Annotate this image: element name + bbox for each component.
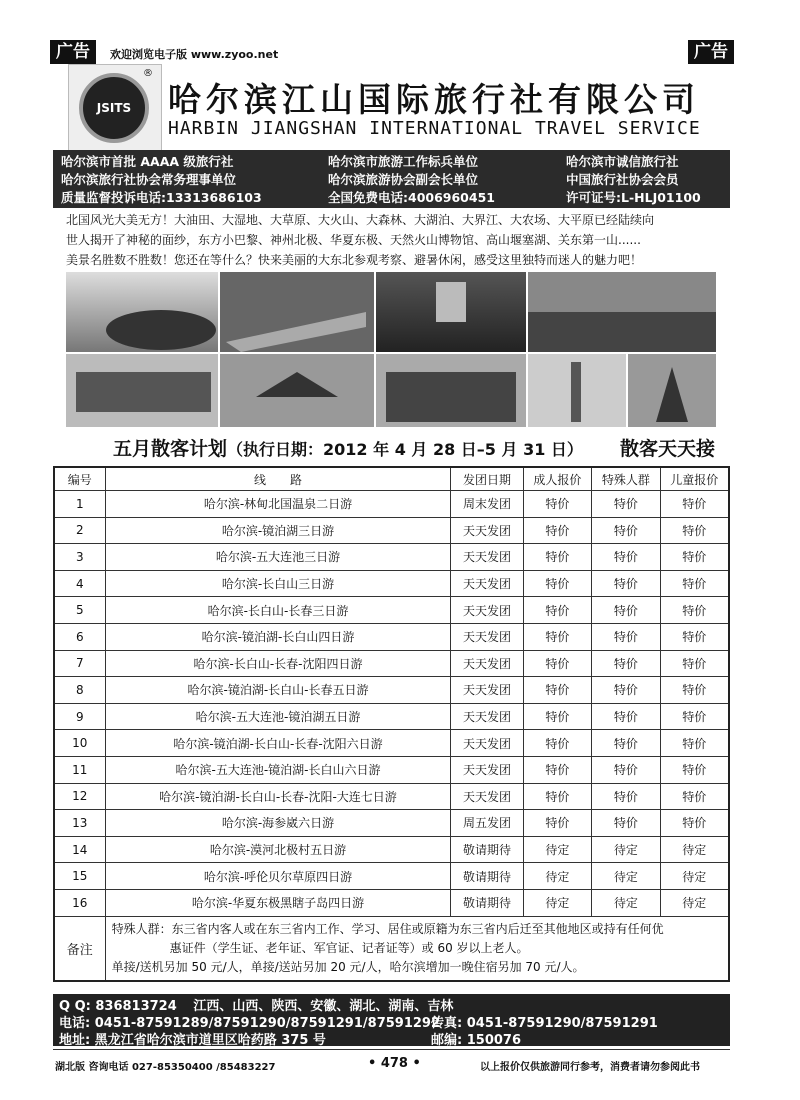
cell-number: 6 — [54, 623, 105, 650]
company-name-en: HARBIN JIANGSHAN INTERNATIONAL TRAVEL SERVICE — [168, 118, 701, 139]
col-header-special-group: 特殊人群 — [592, 467, 660, 491]
plan-title: 五月散客计划 — [113, 438, 228, 460]
cell-adult-price: 特价 — [523, 570, 591, 597]
credential-item: 许可证号:L-HLJ01100 — [566, 190, 701, 205]
cell-adult-price: 待定 — [523, 889, 591, 916]
photo-building-facade — [76, 372, 211, 412]
cell-child-price: 特价 — [660, 756, 729, 783]
cell-route: 哈尔滨-华夏东极黑瞎子岛四日游 — [105, 889, 451, 916]
photo-waterfall-stream — [436, 282, 466, 322]
cell-adult-price: 特价 — [523, 517, 591, 544]
credential-item: 哈尔滨旅游协会副会长单位 — [328, 172, 479, 187]
cell-special-group: 特价 — [592, 623, 660, 650]
cell-special-group: 待定 — [592, 836, 660, 863]
cell-child-price: 特价 — [660, 570, 729, 597]
phone-value: 0451-87591289/87591290/87591291/87591292 — [94, 1016, 441, 1031]
cell-number: 2 — [54, 517, 105, 544]
cell-route: 哈尔滨-漠河北极村五日游 — [105, 836, 451, 863]
photo-palace-facade — [386, 372, 516, 422]
cell-child-price: 特价 — [660, 810, 729, 837]
cell-departure: 天天发团 — [451, 650, 523, 677]
cell-route: 哈尔滨-长白山三日游 — [105, 570, 451, 597]
cell-number: 7 — [54, 650, 105, 677]
logo-text: JSITS — [96, 101, 132, 115]
cell-number: 10 — [54, 730, 105, 757]
cell-route: 哈尔滨-五大连池-镜泊湖五日游 — [105, 703, 451, 730]
cell-adult-price: 特价 — [523, 756, 591, 783]
cell-adult-price: 特价 — [523, 623, 591, 650]
page-number: • 478 • — [368, 1056, 421, 1071]
cell-departure: 敬请期待 — [451, 889, 523, 916]
note-line: 单接/送机另加 50 元/人，单接/送站另加 20 元/人，哈尔滨增加一晚住宿另加 70 元/人。 — [111, 959, 585, 974]
cell-adult-price: 特价 — [523, 783, 591, 810]
plan-daily: 散客天天接 — [620, 438, 716, 460]
cell-departure: 天天发团 — [451, 570, 523, 597]
zip-value: 150076 — [466, 1033, 522, 1048]
zip-label: 邮编: — [431, 1033, 463, 1048]
cell-route: 哈尔滨-呼伦贝尔草原四日游 — [105, 863, 451, 890]
cell-special-group: 待定 — [592, 863, 660, 890]
plan-dates: （执行日期：2012 年 4 月 28 日–5 月 31 日） — [227, 440, 583, 459]
cell-child-price: 特价 — [660, 783, 729, 810]
cell-child-price: 待定 — [660, 836, 729, 863]
cell-departure: 天天发团 — [451, 756, 523, 783]
notes-label: 备注 — [54, 916, 105, 981]
photo-collage — [66, 272, 716, 427]
note-line: 惠证件（学生证、老年证、军官证、记者证等）或 60 岁以上老人。 — [169, 940, 529, 955]
credentials-band — [53, 150, 730, 208]
cell-route: 哈尔滨-林甸北国温泉二日游 — [105, 491, 451, 518]
col-header-child-price: 儿童报价 — [660, 467, 729, 491]
table-row — [54, 650, 729, 677]
col-header-route: 线 路 — [105, 467, 451, 491]
cell-number: 3 — [54, 544, 105, 571]
cell-number: 12 — [54, 783, 105, 810]
cell-departure: 敬请期待 — [451, 863, 523, 890]
cell-number: 13 — [54, 810, 105, 837]
cell-route: 哈尔滨-镜泊湖-长白山-长春-沈阳-大连七日游 — [105, 783, 451, 810]
photo-statue-figure — [571, 362, 581, 422]
col-header-departure: 发团日期 — [451, 467, 523, 491]
intro-line: 世人揭开了神秘的面纱，东方小巴黎、神州北极、华夏东极、天然火山博物馆、高山堰塞湖、关东第一山...... — [66, 233, 641, 247]
cell-special-group: 特价 — [592, 517, 660, 544]
cell-number: 9 — [54, 703, 105, 730]
cell-adult-price: 特价 — [523, 703, 591, 730]
cell-route: 哈尔滨-五大连池三日游 — [105, 544, 451, 571]
col-header-number: 编号 — [54, 467, 105, 491]
table-row — [54, 889, 729, 916]
address-line — [59, 1029, 326, 1048]
table-row — [54, 836, 729, 863]
qq-label: Q Q: — [59, 999, 91, 1014]
intro-paragraph — [66, 210, 726, 270]
notes-content — [105, 916, 729, 981]
cell-special-group: 特价 — [592, 491, 660, 518]
cell-number: 8 — [54, 677, 105, 704]
table-row — [54, 810, 729, 837]
cell-number: 15 — [54, 863, 105, 890]
cell-special-group: 特价 — [592, 544, 660, 571]
cell-number: 1 — [54, 491, 105, 518]
cell-special-group: 特价 — [592, 650, 660, 677]
credential-item: 哈尔滨市旅游工作标兵单位 — [328, 154, 479, 169]
cell-adult-price: 特价 — [523, 810, 591, 837]
cell-special-group: 特价 — [592, 703, 660, 730]
credential-item: 哈尔滨旅行社协会常务理事单位 — [61, 172, 237, 187]
cell-adult-price: 特价 — [523, 677, 591, 704]
cell-departure: 天天发团 — [451, 597, 523, 624]
address-label: 地址: — [59, 1033, 91, 1048]
photo-collage-graphic — [66, 272, 716, 427]
cell-departure: 天天发团 — [451, 544, 523, 571]
cell-child-price: 特价 — [660, 730, 729, 757]
provinces: 江西、山西、陕西、安徽、湖北、湖南、吉林 — [193, 999, 454, 1014]
address-value: 黑龙江省哈尔滨市道里区哈药路 375 号 — [94, 1033, 326, 1048]
table-row — [54, 730, 729, 757]
cell-departure: 天天发团 — [451, 677, 523, 704]
contact-band — [53, 994, 730, 1046]
cell-departure: 周末发团 — [451, 491, 523, 518]
cell-special-group: 待定 — [592, 889, 660, 916]
plan-title-line — [113, 434, 583, 461]
ad-tag-right: 广告 — [688, 40, 734, 64]
cell-route: 哈尔滨-镜泊湖-长白山-长春-沈阳六日游 — [105, 730, 451, 757]
table-row — [54, 756, 729, 783]
cell-departure: 天天发团 — [451, 730, 523, 757]
cell-departure: 天天发团 — [451, 517, 523, 544]
footer-rule — [53, 1049, 730, 1050]
cell-adult-price: 特价 — [523, 730, 591, 757]
cell-adult-price: 特价 — [523, 650, 591, 677]
credential-item: 质量监督投诉电话:13313686103 — [61, 190, 262, 205]
footer-left: 湖北版 咨询电话 027-85350400 /85483227 — [55, 1062, 276, 1073]
cell-special-group: 特价 — [592, 810, 660, 837]
cell-child-price: 待定 — [660, 889, 729, 916]
cell-number: 14 — [54, 836, 105, 863]
cell-adult-price: 特价 — [523, 597, 591, 624]
table-row — [54, 517, 729, 544]
cell-departure: 敬请期待 — [451, 836, 523, 863]
cell-adult-price: 待定 — [523, 863, 591, 890]
fax-value: 0451-87591290/87591291 — [466, 1016, 658, 1031]
cell-adult-price: 特价 — [523, 544, 591, 571]
table-row — [54, 677, 729, 704]
cell-child-price: 特价 — [660, 703, 729, 730]
intro-line: 美景名胜数不胜数！您还在等什么？快来美丽的大东北参观考察、避暑休闲，感受这里独特而迷人的魅力吧！ — [66, 253, 643, 267]
cell-special-group: 特价 — [592, 730, 660, 757]
cell-departure: 周五发团 — [451, 810, 523, 837]
cell-number: 11 — [54, 756, 105, 783]
table-row — [54, 570, 729, 597]
registered-mark: ® — [143, 68, 153, 79]
photo-lake-water — [528, 312, 716, 352]
table-row — [54, 544, 729, 571]
cell-child-price: 特价 — [660, 597, 729, 624]
intro-line: 北国风光大美无方！大油田、大湿地、大草原、大火山、大森林、大湖泊、大界江、大农场、大平原已经陆续向 — [66, 213, 655, 227]
cell-child-price: 特价 — [660, 491, 729, 518]
cell-departure: 天天发团 — [451, 783, 523, 810]
ad-tag-left: 广告 — [50, 40, 96, 64]
cell-child-price: 特价 — [660, 544, 729, 571]
company-logo — [79, 73, 149, 143]
note-line: 特殊人群：东三省内客人或在东三省内工作、学习、居住或原籍为东三省内后迁至其他地区或持有任何优 — [111, 921, 664, 936]
cell-number: 5 — [54, 597, 105, 624]
credential-item: 哈尔滨市诚信旅行社 — [566, 154, 679, 169]
table-row — [54, 783, 729, 810]
credential-item: 哈尔滨市首批 AAAA 级旅行社 — [61, 154, 234, 169]
cell-child-price: 特价 — [660, 650, 729, 677]
cell-departure: 天天发团 — [451, 703, 523, 730]
tour-table — [53, 466, 730, 982]
cell-special-group: 特价 — [592, 597, 660, 624]
cell-route: 哈尔滨-五大连池-镜泊湖-长白山六日游 — [105, 756, 451, 783]
photo-monument-rock — [106, 310, 216, 350]
cell-special-group: 特价 — [592, 783, 660, 810]
table-row — [54, 703, 729, 730]
table-header-row — [54, 467, 729, 491]
credential-item: 中国旅行社协会会员 — [566, 172, 679, 187]
cell-adult-price: 待定 — [523, 836, 591, 863]
cell-route: 哈尔滨-镜泊湖三日游 — [105, 517, 451, 544]
table-row — [54, 491, 729, 518]
cell-route: 哈尔滨-镜泊湖-长白山四日游 — [105, 623, 451, 650]
credential-item: 全国免费电话:4006960451 — [328, 190, 495, 205]
cell-number: 16 — [54, 889, 105, 916]
cell-special-group: 特价 — [592, 570, 660, 597]
cell-route: 哈尔滨-镜泊湖-长白山-长春五日游 — [105, 677, 451, 704]
site-url-text: 欢迎浏览电子版 www.zyoo.net — [110, 48, 279, 61]
cell-child-price: 待定 — [660, 863, 729, 890]
zip-line — [431, 1029, 521, 1048]
footer-right: 以上报价仅供旅游同行参考，消费者请勿参阅此书 — [480, 1062, 700, 1073]
col-header-adult-price: 成人报价 — [523, 467, 591, 491]
cell-adult-price: 特价 — [523, 491, 591, 518]
cell-number: 4 — [54, 570, 105, 597]
qq-value: 836813724 — [95, 999, 177, 1014]
cell-child-price: 特价 — [660, 623, 729, 650]
cell-departure: 天天发团 — [451, 623, 523, 650]
notes-row — [54, 916, 729, 981]
cell-child-price: 特价 — [660, 677, 729, 704]
cell-route: 哈尔滨-海参崴六日游 — [105, 810, 451, 837]
cell-special-group: 特价 — [592, 677, 660, 704]
company-name-cn: 哈尔滨江山国际旅行社有限公司 — [168, 80, 700, 119]
table-row — [54, 597, 729, 624]
fax-label: 传真: — [431, 1016, 463, 1031]
table-row — [54, 623, 729, 650]
cell-route: 哈尔滨-长白山-长春-沈阳四日游 — [105, 650, 451, 677]
cell-special-group: 特价 — [592, 756, 660, 783]
cell-child-price: 特价 — [660, 517, 729, 544]
table-row — [54, 863, 729, 890]
phone-label: 电话: — [59, 1016, 91, 1031]
cell-route: 哈尔滨-长白山-长春三日游 — [105, 597, 451, 624]
